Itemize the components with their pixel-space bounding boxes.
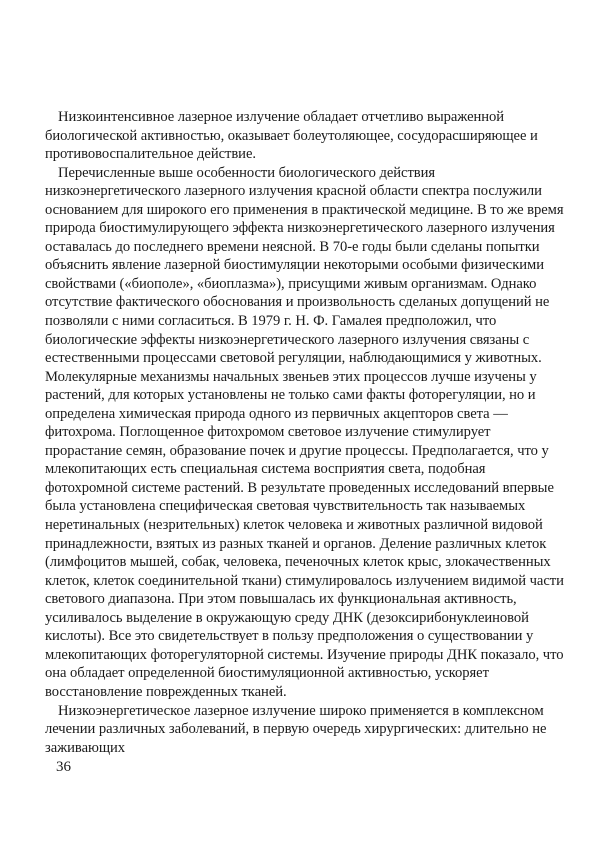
text-line: светового диапазона. При этом повышалась их функциональная активность, xyxy=(45,591,517,608)
text-line: млекопитающих есть специальная система восприятия света, подобная xyxy=(45,461,486,478)
page-number: 36 xyxy=(56,759,71,775)
paragraph-1 xyxy=(45,108,565,164)
text-line: биологические эффекты низкоэнергетического лазерного излучения связаны с xyxy=(45,331,530,348)
text-line: естественными процессами световой регуляции, наблюдающимися у животных. xyxy=(45,350,542,367)
text-line: противовоспалительное действие. xyxy=(45,146,256,163)
paragraph-2 xyxy=(45,164,565,702)
text-line: клеток, клеток соединительной ткани) стимулировалось излучением видимой части xyxy=(45,572,564,589)
text-line: свойствами («биополе», «биоплазма»), присущими живым организмам. Однако xyxy=(45,275,537,292)
text-line: лечении различных заболеваний, в первую очередь хирургических: длительно не xyxy=(45,721,547,738)
text-line: фотохромной системе растений. В результате проведенных исследований впервые xyxy=(45,479,554,496)
text-line: млекопитающих фоторегуляторной системы. Изучение природы ДНК показало, что xyxy=(45,646,564,663)
text-line: она обладает определенной биостимуляционной активностью, ускоряет xyxy=(45,665,489,682)
text-line: (лимфоцитов мышей, собак, человека, печеночных клеток крыс, злокачественных xyxy=(45,554,551,571)
text-line: растений, для которых установлены не только сами факты фоторегуляции, но и xyxy=(45,387,536,404)
text-line: восстановление поврежденных тканей. xyxy=(45,683,287,700)
text-line: заживающих xyxy=(45,739,126,756)
text-line: прорастание семян, образование почек и другие процессы. Предполагается, что у xyxy=(45,442,549,459)
text-line: принадлежности, взятых из разных тканей и органов. Деление различных клеток xyxy=(45,535,547,552)
text-line: оставалась до последнего времени неясной. В 70-е годы были сделаны попытки xyxy=(45,238,540,255)
text-line: кислоты). Все это свидетельствует в пользу предположения о существовании у xyxy=(45,628,534,645)
text-line: отсутствие фактического обоснования и произвольность сделаных допущений не xyxy=(45,294,550,311)
text-line: Низкоинтенсивное лазерное излучение обладает отчетливо выраженной xyxy=(58,109,505,125)
text-line: позволяли с ними согласиться. В 1979 г. Н. Ф. Гамалея предположил, что xyxy=(45,313,497,330)
text-line: Молекулярные механизмы начальных звеньев этих процессов лучше изучены у xyxy=(45,368,537,385)
text-line: низкоэнергетического лазерного излучения красной области спектра послужили xyxy=(45,183,542,200)
paragraph-3 xyxy=(45,702,565,758)
text-line: природа биостимулирующего эффекта низкоэнергетического лазерного излучения xyxy=(45,220,555,237)
text-line: Перечисленные выше особенности биологического действия xyxy=(58,164,436,181)
text-line: неретинальных (незрительных) клеток человека и животных различной видовой xyxy=(45,517,543,534)
text-line: определена химическая природа одного из первичных акцепторов света — xyxy=(45,405,508,422)
text-line: была установлена специфическая световая чувствительность так называемых xyxy=(45,498,526,515)
text-line: основанием для широкого его применения в практической медицине. В то же время xyxy=(45,201,564,218)
text-line: усиливалось выделение в окружающую среду ДНК (дезоксирибонуклеиновой xyxy=(45,609,529,626)
page-body xyxy=(45,108,565,757)
text-line: Низкоэнергетическое лазерное излучение широко применяется в комплексном xyxy=(58,702,544,719)
text-line: биологической активностью, оказывает болеутоляющее, сосудорасширяющее и xyxy=(45,127,538,144)
text-line: объяснить явление лазерной биостимуляции некоторыми особыми физическими xyxy=(45,257,544,274)
text-line: фитохрома. Поглощенное фитохромом световое излучение стимулирует xyxy=(45,424,491,441)
